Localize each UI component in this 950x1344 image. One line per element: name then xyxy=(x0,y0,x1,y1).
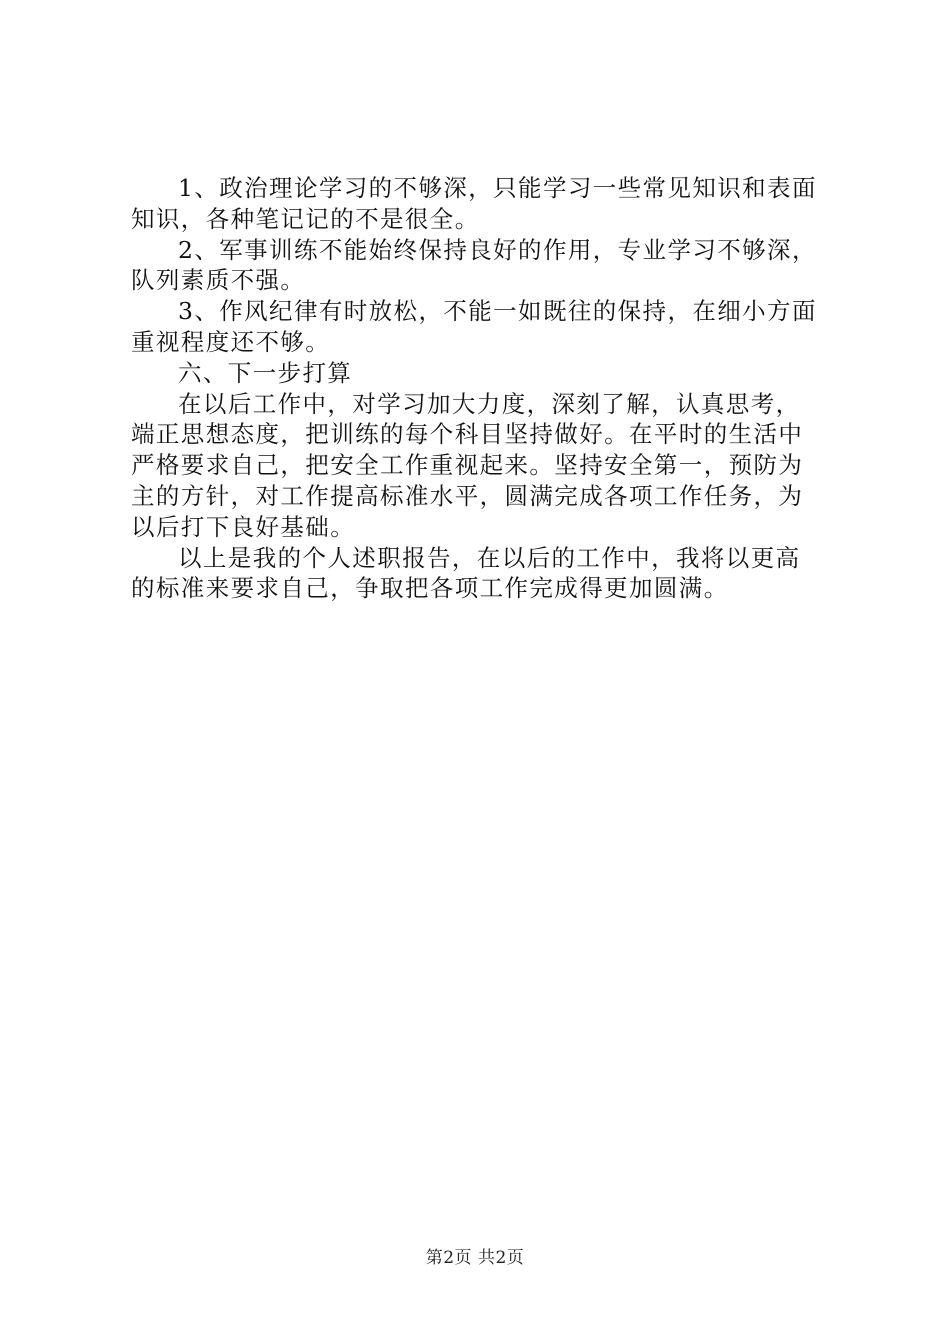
text-line: 端正思想态度，把训练的每个科目坚持做好。在平时的生活中 xyxy=(131,420,804,449)
document-body xyxy=(131,173,831,604)
paragraph-conclusion xyxy=(131,543,831,605)
paragraph-issue-2 xyxy=(131,235,831,297)
section-heading-next-plan xyxy=(131,358,831,389)
text-line: 2、军事训练不能始终保持良好的作用，专业学习不够深， xyxy=(178,235,817,264)
text-line: 知识，各种笔记记的不是很全。 xyxy=(131,204,480,233)
text-line: 以上是我的个人述职报告，在以后的工作中，我将以更高 xyxy=(178,543,801,572)
paragraph-plan xyxy=(131,389,831,543)
page-number-footer: 第2页 共2页 xyxy=(425,1248,525,1268)
heading-text: 六、下一步打算 xyxy=(178,358,353,387)
paragraph-issue-3 xyxy=(131,296,831,358)
text-line: 1、政治理论学习的不够深，只能学习一些常见知识和表面 xyxy=(178,174,817,202)
text-line: 以后打下良好基础。 xyxy=(131,512,356,541)
text-line: 队列素质不强。 xyxy=(131,266,306,295)
text-line: 重视程度还不够。 xyxy=(131,327,331,356)
text-line: 3、作风纪律有时放松，不能一如既往的保持，在细小方面 xyxy=(178,297,817,326)
text-line: 主的方针，对工作提高标准水平，圆满完成各项工作任务，为 xyxy=(131,481,804,510)
text-line: 严格要求自己，把安全工作重视起来。坚持安全第一，预防为 xyxy=(131,451,804,480)
text-line: 在以后工作中，对学习加大力度，深刻了解，认真思考， xyxy=(178,389,801,418)
paragraph-issue-1 xyxy=(131,173,831,235)
text-line: 的标准来要求自己，争取把各项工作完成得更加圆满。 xyxy=(131,574,729,603)
